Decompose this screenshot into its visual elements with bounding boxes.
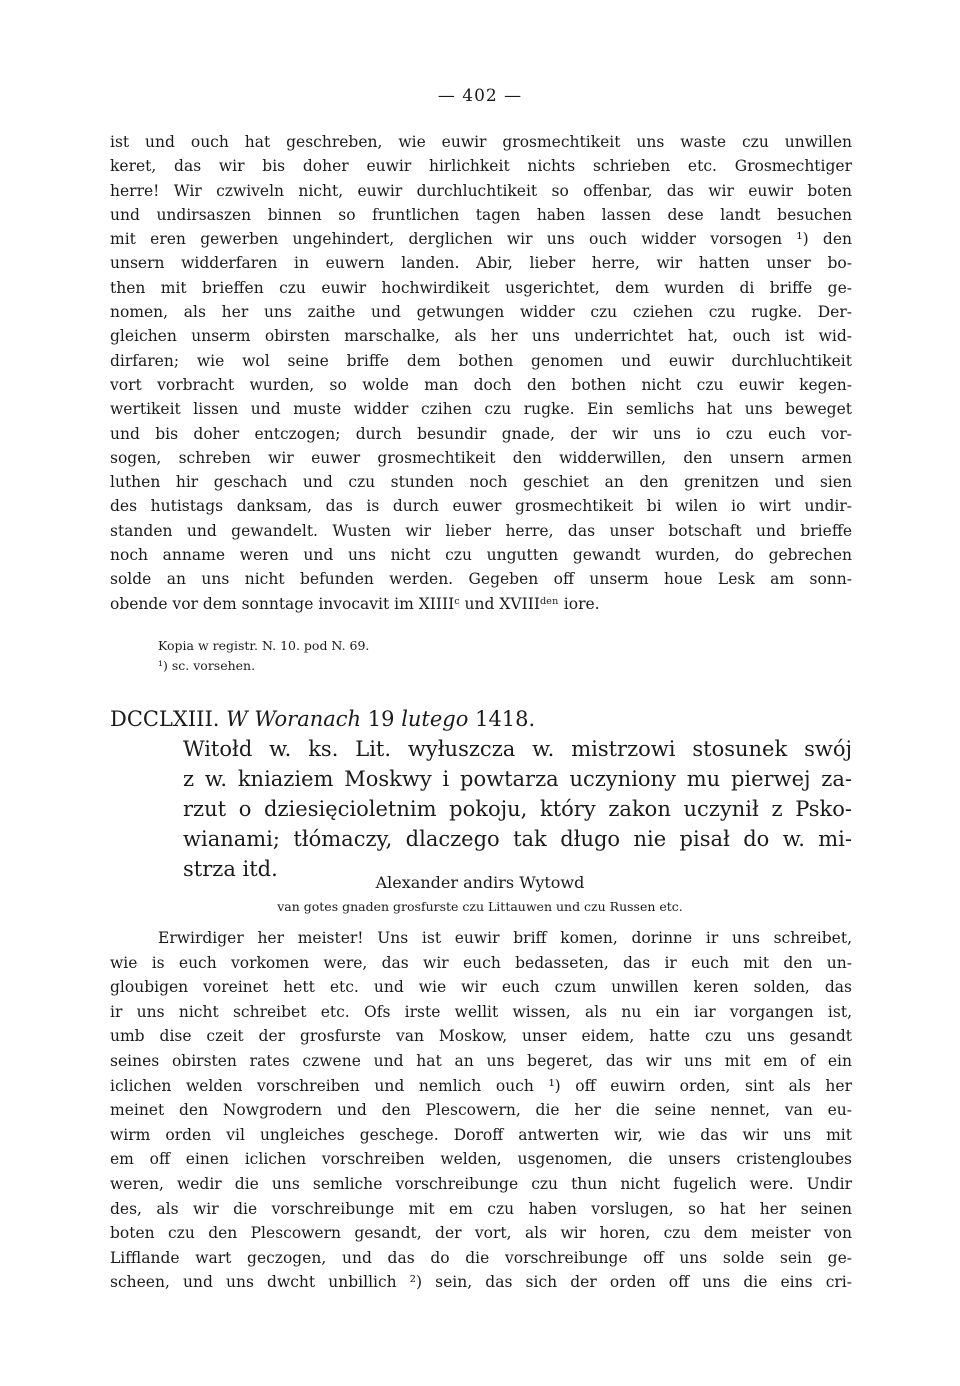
day: 19 <box>367 707 395 731</box>
sender-name: Alexander andirs Wytowd <box>375 873 585 892</box>
text-line: rzut o dziesięcioletnim pokoju, który zakon uczynił z Psko- <box>183 797 852 821</box>
text-line: iclichen welden vorschreiben und nemlich ouch ¹) off euwirn orden, sint als her <box>110 1076 852 1095</box>
footnote-mark: ¹) <box>158 658 168 673</box>
text-line: keret, das wir bis doher euwir hirlichkeit nichts schrieben etc. Grosmechtiger <box>110 157 852 176</box>
text-line: ist und ouch hat geschreben, wie euwir grosmechtikeit uns waste czu unwillen <box>110 133 852 151</box>
text-line: scheen, und uns dwcht unbillich ²) sein, das sich der orden off uns die eins cri- <box>110 1273 852 1292</box>
text-line: standen und gewandelt. Wusten wir lieber herre, das unser botschaft und brieffe <box>110 521 852 540</box>
text-line: gleichen unserm obirsten marschalke, als her uns underrichtet hat, ouch ist wid- <box>110 327 852 346</box>
text-line: wertikeit lissen und muste widder czihen czu rugke. Ein semlichs hat uns beweget <box>110 400 852 419</box>
paragraph-letter-body <box>110 926 852 1295</box>
page-number: — 402 — <box>437 86 523 106</box>
text-line: Lifflande wart geczogen, und das do die vorschreibunge off uns solde sein ge- <box>110 1248 852 1267</box>
text-line: noch anname weren und uns nicht czu ungutten gewandt wurden, do gebrechen <box>110 546 852 565</box>
year: 1418. <box>475 707 536 731</box>
document-summary <box>183 734 852 884</box>
text-line: seines obirsten rates czwene und hat an uns begeret, das wir uns mit em of ein <box>110 1051 852 1070</box>
text-line: umb dise czeit der grosfurste van Moskow, unser eidem, hatte czu uns gesandt <box>110 1027 852 1046</box>
text-line: unsern widderfaren in euwern landen. Abir, lieber herre, wir hatten unser bo- <box>110 254 852 273</box>
text-line: nomen, als her uns zaithe und getwungen widder czu cziehen czu rugke. Der- <box>110 303 852 322</box>
text-line: sogen, schreben wir euwer grosmechtikeit den widderwillen, den unsern armen <box>110 448 852 467</box>
sender-title: van gotes gnaden grosfurste czu Littauwen und czu Russen etc. <box>277 899 683 914</box>
text-line: then mit brieffen czu euwir hochwirdikeit usgerichtet, dem wurden di briffe ge- <box>110 278 852 297</box>
text-line: z w. kniaziem Moskwy i powtarza uczyniony mu pierwej za- <box>183 767 852 791</box>
footnote <box>158 656 658 676</box>
text-line: herre! Wir czwiveln nicht, euwir durchluchtikeit so offenbar, das wir euwir boten <box>110 181 852 200</box>
text-line: Erwirdiger her meister! Uns ist euwir briff komen, dorinne ir uns schreibet, <box>158 929 852 947</box>
text-line: mit eren gewerben ungehindert, derglichen wir uns ouch widder vorsogen ¹) den <box>110 230 852 249</box>
text-line: weren, wedir die uns semliche vorschreibunge czu thun nicht fugelich were. Undir <box>110 1174 852 1193</box>
text-line: luthen hir geschach und czu stunden noch geschiet an den grenitzen und sien <box>110 473 852 492</box>
text-line: und bis doher entczogen; durch besundir gnade, der wir uns io czu euch vor- <box>110 424 852 443</box>
text-line: wirm orden vil ungleiches geschege. Doroff antwerten wir, wie das wir uns mit <box>110 1125 852 1144</box>
text-line: em off einen iclichen vorschreiben welden, usgenomen, die unsers cristengloubes <box>110 1150 852 1169</box>
paragraph-letter-end <box>110 130 852 616</box>
text-line: und undirsaszen binnen so fruntlichen tagen haben lassen dese landt besuchen <box>110 205 852 224</box>
text-line: des, als wir die vorschreibunge mit em czu haben vorslugen, so hat her seinen <box>110 1199 852 1218</box>
month: lutego <box>401 707 469 731</box>
text-line: obende vor dem sonntage invocavit im XIIIIᶜ und XVIIIᵈᵉⁿ iore. <box>110 594 600 613</box>
place-date: W Woranach <box>226 707 362 731</box>
text-line: gloubigen voreinet hett etc. und wie wir euch czum unwillen keren solden, das <box>110 978 852 997</box>
text-line: wianami; tłómaczy, dlaczego tak długo nie pisał do w. mi- <box>183 827 852 851</box>
footnote-text: sc. vorsehen. <box>167 658 256 673</box>
document-heading <box>110 704 852 884</box>
text-line: solde an uns nicht befunden werden. Gegeben off unserm houe Lesk am sonn- <box>110 570 852 589</box>
text-line: ir uns nicht schreibet etc. Ofs irste wellit wissen, als nu ein iar vorgangen ist, <box>110 1002 852 1021</box>
text-line: wie is euch vorkomen were, das wir euch bedasseten, das ir euch mit den un- <box>110 953 852 972</box>
text-line: des hutistags danksam, das is durch euwer grosmechtikeit bi wilen io wirt undir- <box>110 497 852 516</box>
text-line: Witołd w. ks. Lit. wyłuszcza w. mistrzowi stosunek swój <box>183 737 852 761</box>
notes <box>158 636 658 676</box>
text-line: meinet den Nowgrodern und den Plescowern, die her die seine nennet, van eu- <box>110 1101 852 1120</box>
text-line: vort vorbracht wurden, so wolde man doch den bothen nicht czu euwir kegen- <box>110 375 852 394</box>
text-line: strza itd. <box>183 857 278 881</box>
document-number: DCCLXIII. <box>110 707 220 731</box>
heading-line <box>110 704 852 734</box>
source-note: Kopia w registr. N. 10. pod N. 69. <box>158 638 370 653</box>
text-line: boten czu den Plescowern gesandt, der vort, als wir horen, czu dem meister von <box>110 1224 852 1243</box>
text-line: dirfaren; wie wol seine briffe dem bothen genomen und euwir durchluchtikeit <box>110 351 852 370</box>
